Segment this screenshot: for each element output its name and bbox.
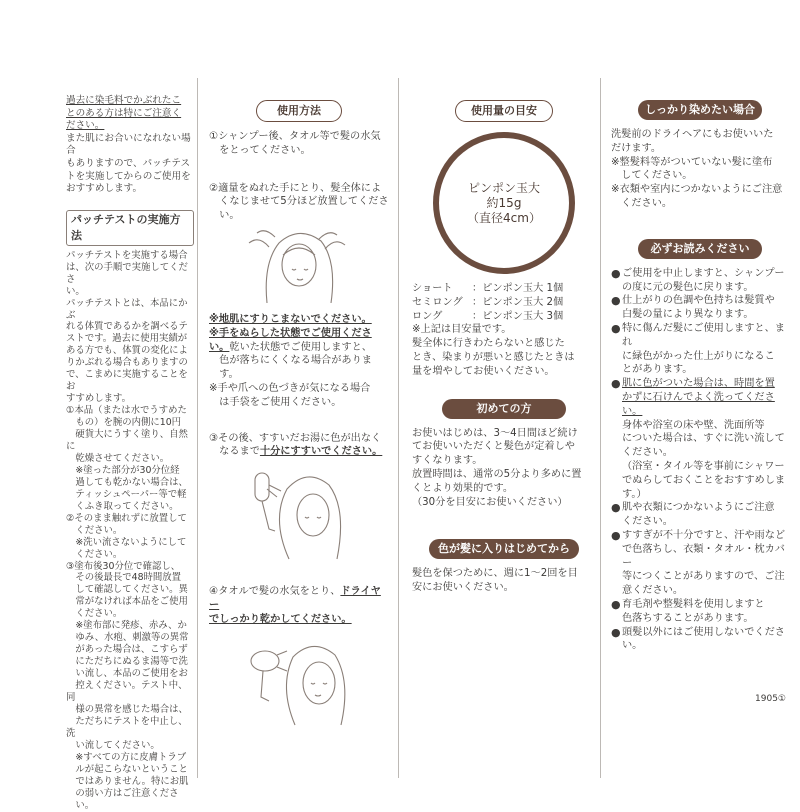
precaution-line: の度に元の髪色に戻ります。 (622, 281, 754, 293)
first-time-line: 放置時間は、通常の5分より多めに置 (412, 468, 582, 480)
text-line: ※洗い流さないようにして (66, 536, 187, 548)
text-line: ※塗った部分が30分位経 (66, 464, 180, 476)
text-line: すすめします。 (66, 393, 131, 405)
text-line: もの）を腕の内側に10円 (66, 417, 182, 429)
size-label: ショート (412, 283, 453, 294)
dye-strong-line: 洗髪前のドライヘアにもお使いいた (611, 129, 774, 140)
note-scalp: ※地肌にすりこまないでください。 (209, 313, 372, 325)
step-4-emphasis: でしっかり乾かしてください。 (209, 613, 352, 625)
text-line: パッチテストを実施する場合 (66, 249, 188, 261)
text-line: ルが起こらないということ (66, 763, 188, 775)
amount-title: 使用量の目安 (455, 100, 553, 122)
precaution-line: 仕上がりの色調や色持ちは髪質や (622, 295, 775, 307)
precaution-item: ● 頭髪以外にはご使用しないでくださ い。 (611, 625, 785, 652)
step-1-line: をとってください。 (209, 144, 311, 156)
precaution-line: 育毛剤や整髪料を使用しますと (622, 598, 765, 610)
size-note: ※上記は目安量です。 (412, 324, 512, 336)
usage-column (209, 100, 389, 727)
warning-line: ださい。 (66, 120, 105, 132)
circle-diameter: （直径4cm） (467, 210, 541, 225)
step-2-line: くなじませて5分ほど放置してくださ (209, 196, 389, 208)
must-read-title: 必ずお読みください (638, 239, 762, 259)
woman-rinsing-illustration (209, 459, 389, 563)
size-value: ：ピンポン玉大 1個 (472, 283, 564, 294)
size-label: ロング (412, 310, 443, 322)
text-line: くふき取ってください。 (66, 500, 179, 512)
size-row (412, 282, 596, 296)
step-3-line: ③その後、すすいだお湯に色が出なく (209, 432, 382, 444)
dye-strong-line: ※整髪料等がついていない髪に塗布 (611, 156, 773, 168)
precaution-line: とがあります。 (622, 364, 693, 376)
size-value: ：ピンポン玉大 3個 (472, 310, 564, 322)
text-line: ストです。過去に使用実績が (66, 333, 188, 345)
precaution-item: ● 肌や衣類につかないようにご注意 ください。 (611, 501, 775, 528)
precaution-line: 身体や浴室の床や壁、洗面所等 (622, 419, 765, 431)
step-1-line: ①シャンプー後、タオル等で髪の水気 (209, 131, 381, 142)
text-line: ではありません。特にお肌 (66, 775, 189, 787)
circle-label: ピンポン玉大 (467, 180, 540, 195)
precaution-line: （浴室・タイル等を事前にシャワー (622, 460, 785, 472)
step-4-emphasis: ドライヤー (209, 586, 381, 611)
amount-column (412, 100, 596, 595)
dye-strong-line: ※衣類や室内につかないようにご注意 (611, 184, 783, 196)
intro-line: もありますので、パッチテス (66, 157, 191, 169)
precaution-line: 等につくことがありますので、ご注 (622, 571, 785, 583)
precaution-item: ● 特に傷んだ髪にご使用しますと、まれ に緑色がかった仕上がりになるこ とがあります。 (611, 322, 789, 377)
precaution-line: い。 (622, 640, 643, 652)
text-line: ある方でも、体質の変化によ (66, 345, 188, 357)
first-time-line: くとより効果的です。 (412, 482, 514, 494)
note-dry-text: 乾いた状態でご使用しますと、 (229, 341, 372, 353)
text-line: して確認してください。異 (66, 584, 188, 596)
text-line: い流してください。 (66, 739, 160, 751)
text-line: ※すべての方に皮膚トラブ (66, 751, 187, 763)
after-color-line: 安にお使いください。 (412, 582, 514, 594)
column-divider (398, 78, 399, 778)
ping-pong-ball-circle (433, 132, 575, 274)
first-time-line: てお使いいただくと髪色が定着しや (412, 441, 575, 453)
precaution-line: 肌や衣類につかないようにご注意 (622, 502, 775, 514)
patch-test-column (66, 95, 194, 812)
woman-drying-illustration (209, 627, 389, 727)
precaution-line: に緑色がかった仕上がりになるこ (622, 350, 775, 362)
caution-note (66, 95, 194, 196)
step-3-line: なるまで (209, 446, 260, 458)
dye-strong-line: ください。 (611, 197, 673, 209)
precaution-line: かずに石けんでよく洗ってください。 (622, 391, 775, 417)
patch-test-title: パッチテストの実施方法 (66, 210, 194, 246)
text-line: い。 (66, 799, 95, 811)
text-line: で、こまめに実施することをお (66, 369, 188, 393)
dye-strong-line: だけます。 (611, 142, 662, 154)
precaution-line: でぬらしておくことをおすすめしま (622, 474, 786, 486)
precaution-item: ● ご使用を中止しますと、シャンプー の度に元の髪色に戻ります。 (611, 266, 785, 293)
intro-line: おすすめします。 (66, 183, 143, 195)
precaution-item: ● 肌に色がついた場合は、時間を置 かずに石けんでよく洗ってください。 身体や浴室の床や壁、洗面所等 についた場合は、すぐに洗い流して ください。 （浴室・タイル等を事前にシャワー でぬらしておくことをおすすめしま す。） (611, 377, 789, 501)
text-line: い流し、本品のご使用をお (66, 668, 188, 680)
text-line: ③塗布後30分位で確認し、 (66, 560, 181, 572)
text-line: ください。 (66, 608, 123, 620)
warning-line: とのある方は特にご注意く (66, 107, 182, 119)
size-row (412, 310, 596, 324)
text-line: 硬貨大にうすく塗り、自然に (66, 429, 188, 452)
precaution-line: についた場合は、すぐに洗い流して (622, 433, 785, 445)
precaution-line: す。） (622, 488, 647, 500)
text-line: ゆみ、水疱、刺激等の異常 (66, 632, 189, 644)
text-line: 過しても乾かない場合は、 (66, 476, 188, 488)
precaution-item: ● 育毛剤や整髪料を使用しますと 色落ちすることがあります。 (611, 597, 765, 624)
after-color-title: 色が髪に入りはじめてから (429, 539, 579, 559)
precaution-line: ください。 (622, 516, 673, 528)
precaution-line: 意ください。 (622, 585, 684, 597)
size-text: とき、染まりが悪いと感じたときは (412, 351, 575, 363)
warning-line: 過去に染毛料でかぶれたこ (66, 95, 182, 106)
text-line: があった場合は、こすらず (66, 644, 188, 656)
size-label: セミロング (412, 296, 463, 308)
first-time-title: 初めての方 (442, 399, 566, 419)
note-gloves: は手袋をご使用ください。 (209, 396, 342, 408)
text-line: ください。 (66, 548, 123, 560)
text-line: は、次の手順で実施してくださ (66, 261, 188, 285)
text-line: 様の異常を感じた場合は、 (66, 703, 188, 715)
step-4-line: ④タオルで髪の水気をとり、 (209, 586, 341, 598)
first-time-line: すくなります。 (412, 455, 483, 467)
usage-title: 使用方法 (256, 100, 342, 122)
note-gloves: ※手や爪への色づきが気になる場合 (209, 382, 371, 394)
first-time-line: お使いはじめは、3～4日間ほど続け (412, 427, 578, 439)
text-line: 乾燥させてください。 (66, 452, 170, 464)
text-line: 常がなければ本品をご使用 (66, 596, 188, 608)
text-line: ※塗布部に発疹、赤み、か (66, 620, 187, 632)
text-line: ただちにテストを中止し、洗 (66, 715, 188, 739)
text-line: パッチテストとは、本品にかぶ (66, 297, 188, 321)
column-divider (197, 78, 198, 778)
precaution-item: ● すすぎが不十分ですと、汗や雨など で色落ちし、衣類・タオル・枕カバー 等につくことがありますので、ご注 意ください。 (611, 529, 789, 598)
text-line: ①本品（または水でうすめた (66, 405, 187, 417)
text-line: ティッシュペーパー等で軽 (66, 488, 187, 500)
product-code: 1905① (755, 694, 786, 704)
dye-strong-line: してください。 (611, 170, 693, 182)
size-text: 量を増やしてお使いください。 (412, 365, 555, 377)
text-line: ください。 (66, 524, 123, 536)
precautions-column (611, 100, 789, 653)
first-time-line: （30分を目安にお使いください） (412, 496, 568, 508)
text-line: れる体質であるかを調べるテ (66, 321, 188, 333)
text-line: い。 (66, 285, 85, 297)
circle-weight: 約15g (486, 195, 522, 210)
precaution-line: 色落ちすることがあります。 (622, 612, 754, 624)
intro-line: トを実施してからのご使用を (66, 170, 191, 182)
note-wet-hands: ※手をぬらした状態でご使用くださ (209, 327, 372, 339)
text-line: りかぶれる場合もありますの (66, 357, 188, 369)
note-wet-hands-end: い。 (209, 341, 230, 353)
column-divider (600, 78, 601, 778)
precaution-line: 肌に色がついた場合は、時間を置 (622, 378, 775, 390)
size-row (412, 296, 596, 310)
text-line: その後最長で48時間放置 (66, 572, 182, 584)
after-color-line: 髪色を保つために、週に1～2回を目 (412, 568, 578, 580)
note-line: 色が落ちにくくなる場合がありま (209, 355, 372, 367)
woman-applying-illustration (209, 223, 389, 303)
intro-line: また肌にお合いになれない場合 (66, 132, 191, 157)
dye-strong-title: しっかり染めたい場合 (638, 100, 762, 120)
precaution-line: ください。 (622, 447, 673, 459)
step-3-emphasis: 十分にすすいでください。 (259, 446, 383, 458)
text-line: の弱い方はご注意くださ (66, 787, 179, 799)
patch-test-body (66, 250, 194, 812)
precaution-line: すすぎが不十分ですと、汗や雨など (622, 529, 786, 541)
text-line: にただちにぬるま湯等で洗 (66, 656, 188, 668)
precaution-line: ご使用を中止しますと、シャンプー (622, 267, 785, 279)
text-line: ②そのまま触れずに放置して (66, 512, 187, 524)
precaution-line: 特に傷んだ髪にご使用しますと、まれ (622, 322, 785, 348)
precaution-line: 頭髪以外にはご使用しないでくださ (622, 626, 785, 638)
precaution-item: ● 仕上がりの色調や色持ちは髪質や 白髪の量により異なります。 (611, 294, 775, 321)
step-2-line: ②適量をぬれた手にとり、髪全体によ (209, 182, 382, 194)
precaution-line: で色落ちし、衣類・タオル・枕カバー (622, 543, 785, 569)
note-line: す。 (209, 369, 239, 381)
size-value: ：ピンポン玉大 2個 (472, 296, 564, 308)
size-text: 髪全体に行きわたらないと感じた (412, 338, 565, 350)
text-line: 控えください。テスト中、同 (66, 680, 188, 704)
precaution-line: 白髪の量により異なります。 (622, 309, 754, 321)
step-2-line: い。 (209, 210, 240, 222)
